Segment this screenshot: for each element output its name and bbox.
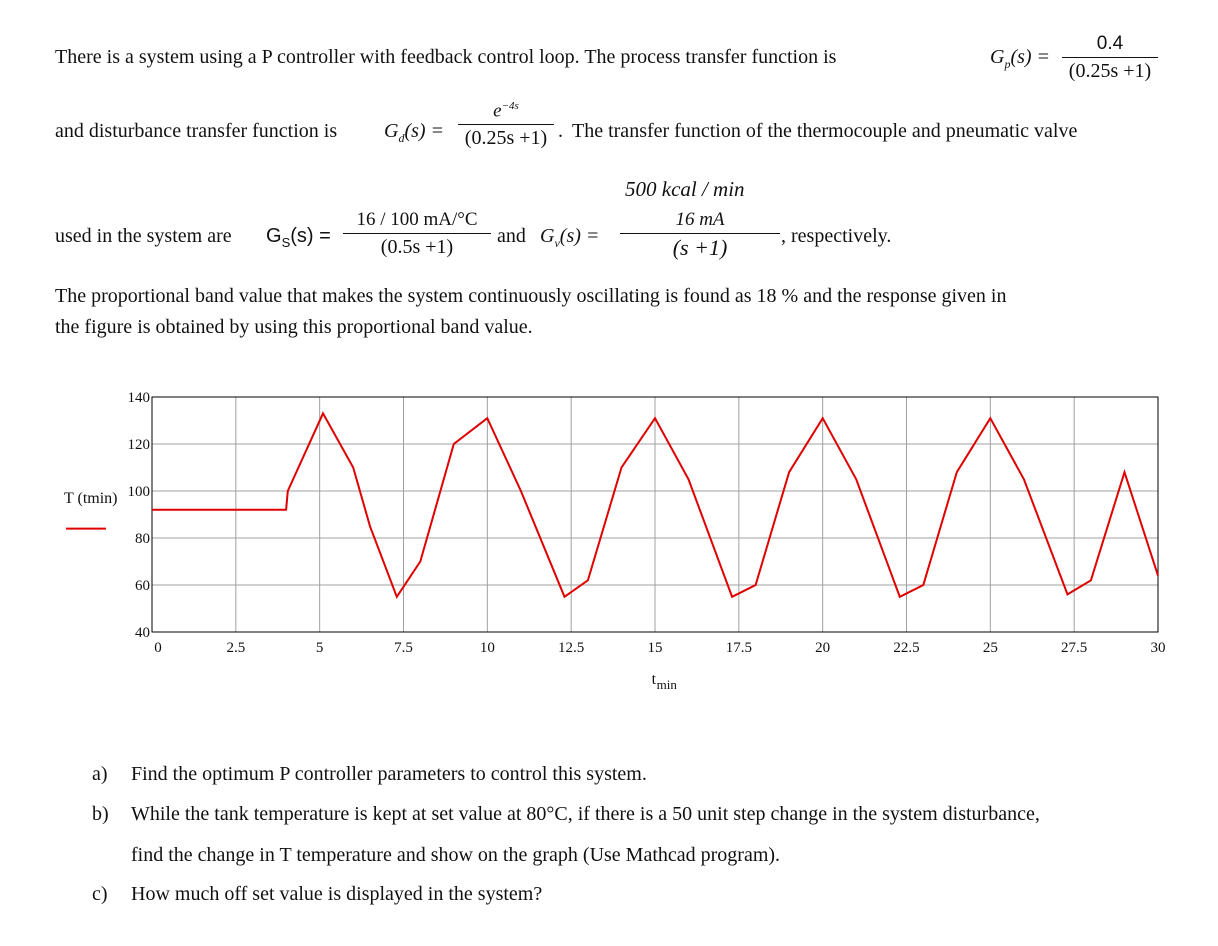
gs-fraction [343, 210, 491, 258]
x-tick-label: 17.5 [725, 640, 752, 656]
x-tick-label: 20 [815, 640, 831, 656]
line3-text: used in the system are [55, 225, 232, 247]
gp-label: G [990, 46, 1005, 68]
gv-fraction-bar [620, 233, 780, 234]
paragraph-line2: the figure is obtained by using this proportional band value. [55, 316, 533, 338]
gp-fraction [1062, 34, 1158, 82]
gs-numerator: 16 / 100 mA/°C [356, 209, 478, 230]
gv-symbol [540, 226, 599, 249]
gp-symbol [990, 47, 1050, 70]
gd-label: G [384, 120, 399, 142]
y-tick-label: 80 [135, 531, 150, 547]
gv-numerator: 16 mA [675, 209, 725, 230]
temperature-response-chart [0, 380, 1218, 710]
x-tick-label: 10 [479, 640, 495, 656]
gd-numerator [458, 100, 554, 122]
y-tick-label: 40 [135, 625, 150, 641]
question-c-label: c) [92, 883, 108, 905]
line2-text: and disturbance transfer function is [55, 120, 338, 142]
gs-sub: S [281, 235, 291, 250]
x-tick-label: 2.5 [226, 640, 246, 656]
gs-denominator: (0.5s +1) [380, 235, 454, 258]
gp-sub: p [1004, 57, 1011, 71]
y-tick-label: 100 [127, 484, 150, 500]
y-tick-label: 140 [127, 390, 150, 406]
gd-denominator: (0.25s +1) [464, 127, 548, 150]
gs-fraction-bar [343, 233, 491, 234]
y-tick-labels [128, 390, 151, 641]
x-tick-label: 12.5 [558, 640, 585, 656]
gv-fraction [620, 210, 780, 260]
question-a-label: a) [92, 763, 108, 785]
question-b-text-cont: find the change in T temperature and show on the graph (Use Mathcad program). [131, 844, 781, 866]
x-tick-labels [154, 640, 1165, 656]
question-c [92, 883, 108, 906]
gv-denominator: (s +1) [672, 234, 728, 260]
x-tick-label: 0 [154, 640, 162, 656]
x-tick-label: 7.5 [394, 640, 413, 656]
gp-arg: (s) = [1010, 46, 1051, 68]
gp-numerator: 0.4 [1096, 33, 1124, 54]
gp-denominator: (0.25s +1) [1068, 59, 1152, 82]
and-text: and [497, 225, 526, 247]
paragraph-line1: The proportional band value that makes the system continuously oscillating is found as 18 % and the response given in [55, 285, 1007, 307]
gd-num-base: e [493, 100, 502, 122]
respectively-text: , respectively. [781, 225, 892, 247]
gd-tail: . [558, 120, 563, 142]
gv-arg: (s) = [559, 225, 600, 247]
x-tick-label: 30 [1150, 640, 1166, 656]
x-tick-label: 22.5 [893, 640, 920, 656]
gd-symbol [384, 121, 444, 144]
gs-arg: (s) = [290, 225, 331, 247]
grid-lines [152, 397, 1158, 632]
gv-label: G [540, 225, 555, 247]
gv-sub: v [554, 236, 560, 250]
gs-symbol [266, 226, 331, 249]
x-axis-label: t [651, 671, 657, 688]
x-tick-label: 25 [982, 640, 998, 656]
line2-tail: The transfer function of the thermocouple and pneumatic valve [572, 120, 1078, 142]
line1-text: There is a system using a P controller with feedback control loop. The process transfer function is [55, 46, 837, 68]
x-tick-label: 5 [315, 640, 324, 656]
question-c-text: How much off set value is displayed in the system? [131, 883, 543, 905]
y-tick-label: 120 [127, 437, 150, 453]
gd-fraction-bar [458, 124, 554, 125]
x-tick-label: 27.5 [1061, 640, 1088, 656]
gd-arg: (s) = [404, 120, 445, 142]
question-b [92, 803, 109, 826]
question-a-text: Find the optimum P controller parameters to control this system. [131, 763, 647, 785]
gd-fraction [458, 100, 554, 149]
gd-sub: d [398, 131, 405, 145]
gs-label: G [266, 225, 282, 247]
gv-top: 500 kcal / min [625, 177, 745, 201]
question-b-text: While the tank temperature is kept at set value at 80°C, if there is a 50 unit step change in the system disturbance, [131, 803, 1040, 825]
gp-fraction-bar [1062, 57, 1158, 58]
question-b-label: b) [92, 803, 109, 825]
x-tick-label: 15 [647, 640, 663, 656]
x-axis-label-sub: min [656, 677, 677, 692]
gd-num-exponent: −4s [501, 100, 519, 112]
y-axis-label: T (tmin) [64, 489, 118, 507]
y-tick-label: 60 [135, 578, 150, 594]
question-a [92, 763, 108, 786]
